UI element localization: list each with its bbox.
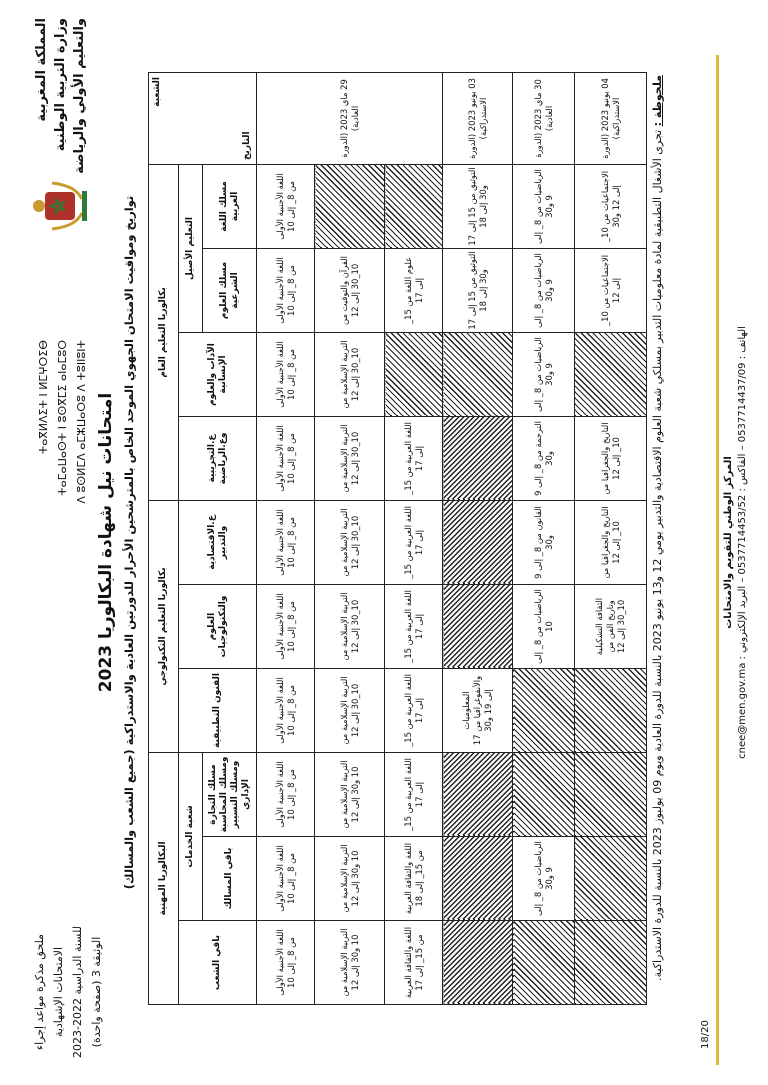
hatched-cell — [443, 584, 513, 668]
col-header: ع.الاقتصادية والتدبير — [179, 500, 257, 584]
col-header: باقي المسالك — [203, 836, 257, 920]
footer — [722, 0, 750, 1085]
page-title: امتحانات نيل شهادة البكالوريا 2023 — [96, 392, 116, 693]
hatched-cell — [443, 332, 513, 416]
annex-line: الوثيقة 3 (صفحة واحدة) — [90, 936, 103, 1048]
hatched-cell — [513, 752, 575, 836]
date-cell: 04 يونيو 2023 (الدورة الاستدراكية) — [575, 72, 647, 164]
group-pro: البكالوريا المهنية — [149, 752, 179, 1004]
hatched-cell — [443, 836, 513, 920]
exam-cell: اللغة العربية من 15_ إلى 17 — [385, 500, 443, 584]
exam-cell: التربية الإسلامية من 10 و30 إلى 12 — [315, 836, 385, 920]
exam-cell: اللغة الأجنبية الأولى من 8_ إلى 10 — [257, 836, 315, 920]
footer-org: المركز الوطني للتقويم والامتحانات — [723, 456, 734, 629]
hatched-cell — [575, 836, 647, 920]
group-general: بكالوريا التعليم العام — [149, 164, 179, 500]
exam-cell: التوثيق من 15 إلى 17 و30 إلى 18 — [443, 248, 513, 332]
exam-cell: اللغة الأجنبية الأولى من 8_ إلى 10 — [257, 584, 315, 668]
hatched-cell — [575, 920, 647, 1004]
exam-cell: التوثيق من 15 إلى 17 و30 إلى 18 — [443, 164, 513, 248]
exam-cell: التاريخ والجغرافيا من 10_ إلى 12 — [575, 500, 647, 584]
exam-cell: اللغة العربية من 15_ إلى 17 — [385, 752, 443, 836]
exam-cell: التربية الإسلامية من 10_30 إلى 12 — [315, 668, 385, 752]
annex-line: للسنة الدراسية 2022-2023 — [71, 926, 84, 1058]
date-cell: 03 يونيو 2023 (الدورة الاستدراكية) — [443, 72, 513, 164]
exam-cell: اللغة الأجنبية الأولى من 8_ إلى 10 — [257, 920, 315, 1004]
exam-cell: الترجمة من 8_ إلى 9 و30 — [513, 416, 575, 500]
table-row — [513, 72, 575, 1004]
hatched-cell — [315, 164, 385, 248]
exam-cell: الرياضيات من 8_ إلى 10 — [513, 584, 575, 668]
hatched-cell — [443, 500, 513, 584]
col-header: مسلك اللغة العربية — [203, 164, 257, 248]
hatched-cell — [575, 668, 647, 752]
exam-cell: الثقافة التشكيلية وتاريخ الفن من 10_30 إلى 12 — [575, 584, 647, 668]
note — [650, 75, 665, 1005]
hatched-cell — [513, 668, 575, 752]
exam-cell: الرياضيات من 8_ إلى 9 و30 — [513, 248, 575, 332]
col-header: مسلك التجارة ومسلك المحاسبة ومسلك التسيير الإداري — [203, 752, 257, 836]
hatched-cell — [513, 920, 575, 1004]
col-header: الآداب والعلوم الإنسانية — [179, 332, 257, 416]
exam-cell: التربية الإسلامية من 10_30 إلى 12 — [315, 500, 385, 584]
hatched-cell — [575, 332, 647, 416]
table-row — [575, 72, 647, 1004]
annex-line: ملحق مذكرة مواعد إجراء الامتحانات الإشهادية — [33, 933, 65, 1051]
header-line: والتعليم الأولي والرياضة — [72, 18, 87, 174]
group-tech: بكالوريا التعليم التكنولوجي — [149, 500, 179, 752]
exam-cell: اللغة الأجنبية الأولى من 8_ إلى 10 — [257, 164, 315, 248]
exam-cell: التربية الإسلامية من 10_30 إلى 12 — [315, 416, 385, 500]
date-header: التاريخ — [242, 131, 252, 160]
annex-reference — [30, 917, 106, 1067]
table-row — [257, 72, 315, 1004]
hatched-cell — [385, 332, 443, 416]
header-line: وزارة التربية الوطنية — [53, 18, 68, 152]
exam-cell: اللغة والثقافة العربية من 15_ إلى 18 — [385, 836, 443, 920]
hatched-cell — [443, 416, 513, 500]
exam-cell: الرياضيات من 8_ إلى 9 و30 — [513, 836, 575, 920]
exam-cell: القانون من 8_ إلى 9 و30 — [513, 500, 575, 584]
exam-cell: الرياضيات من 8_ إلى 9 و30 — [513, 164, 575, 248]
col-header: باقي الشعب — [179, 920, 257, 1004]
footer-divider — [716, 55, 719, 1065]
exam-cell: اللغة الأجنبية الأولى من 8_ إلى 10 — [257, 500, 315, 584]
exam-schedule-table — [148, 72, 647, 1005]
coat-of-arms-icon — [30, 177, 90, 235]
exam-cell: التاريخ والجغرافيا من 10_ إلى 12 — [575, 416, 647, 500]
corner-header-cell — [149, 72, 257, 164]
exam-cell: التربية الإسلامية من 10_30 إلى 12 — [315, 584, 385, 668]
page-number: 18/20 — [700, 1020, 711, 1049]
date-cell: 30 ماي 2023 (الدورة العادية) — [513, 72, 575, 164]
exam-cell: اللغة الأجنبية الأولى من 8_ إلى 10 — [257, 752, 315, 836]
exam-cell: اللغة العربية من 15_ إلى 17 — [385, 668, 443, 752]
note-text: تجرى الأشغال التطبيقية لمادة معلوميات التدبير بمسلكي شعبة العلوم الاقتصادية والتدبير يومي 12 و13 يونيو 2023 بالنسبة للدورة العادية ويوم 09 يوليوز 2023 بالنسبة للدورة الاستدراكية. — [651, 129, 664, 981]
date-cell: 29 ماي 2023 (الدورة العادية) — [257, 72, 443, 164]
header-line: ⵜⴰⴳⵍⴷⵉⵜ ⵏ ⵍⵎⵖⵔⵉⴱ — [37, 340, 50, 455]
col-header: الفنون التطبيقية — [179, 668, 257, 752]
exam-cell: التربية الإسلامية من 10 و30 إلى 12 — [315, 920, 385, 1004]
exam-cell: اللغة والثقافة العربية من 15_ إلى 17 — [385, 920, 443, 1004]
exam-cell: علوم اللغة من 15_ إلى 17 — [385, 248, 443, 332]
group-services: شعبة الخدمات — [179, 752, 203, 920]
group-original: التعليم الأصيل — [179, 164, 203, 332]
exam-cell: اللغة الأجنبية الأولى من 8_ إلى 10 — [257, 416, 315, 500]
exam-cell: الرياضيات من 8_ إلى 9 و30 — [513, 332, 575, 416]
col-header: مسلك العلوم الشرعية — [203, 248, 257, 332]
exam-cell: اللغة العربية من 15_ إلى 17 — [385, 416, 443, 500]
col-header: ع.التجريبية وع.الرياضية — [179, 416, 257, 500]
table-row — [443, 72, 513, 1004]
exam-cell: القرآن والتوقيت من 10_30 إلى 12 — [315, 248, 385, 332]
exam-cell: اللغة الأجنبية الأولى من 8_ إلى 10 — [257, 332, 315, 416]
exam-cell: التربية الإسلامية من 10 و30 إلى 12 — [315, 752, 385, 836]
table-row — [385, 72, 443, 1004]
header-line: المملكة المغربية — [34, 18, 49, 122]
hatched-cell — [575, 752, 647, 836]
note-label: ملحوظة : — [651, 75, 664, 127]
header-line: ⴷ ⵓⵙⵍⵎⴷ ⴰⵎⵣⵡⴰⵔⵓ ⴷ ⵜⵓⵏⵏⵓⵏⵜ — [75, 340, 88, 504]
hatched-cell — [385, 164, 443, 248]
exam-cell: اللغة العربية من 15_ إلى 17 — [385, 584, 443, 668]
page-subtitle: تواريخ ومواقيت الامتحان الجهوي الموحد الخاص بالمترشحين الأحرار للدورتين العادية والاستدراكية (جميع الشعب والمسالك) — [122, 195, 136, 890]
exam-cell: المعلوميات والأنفوغرافيا من 17 إلى 19 و30 — [443, 668, 513, 752]
col-header: العلوم والتكنولوجيات — [179, 584, 257, 668]
exam-cell: التربية الإسلامية من 10_30 إلى 12 — [315, 332, 385, 416]
footer-contact: الهاتف : 0537714437/09 – الفاكس : 0537714453/52 – البريد الإلكتروني : cnee@men.gov.ma — [737, 326, 748, 759]
exam-cell: الاجتماعيات من 10_ إلى 12 — [575, 248, 647, 332]
hatched-cell — [443, 752, 513, 836]
ministry-header-tifinagh — [34, 340, 91, 570]
exam-cell: الاجتماعيات من 10_ إلى 12 و30 — [575, 164, 647, 248]
exam-cell: اللغة الأجنبية الأولى من 8_ إلى 10 — [257, 668, 315, 752]
session-header: الشعبة — [152, 76, 162, 107]
hatched-cell — [443, 920, 513, 1004]
exam-cell: اللغة الأجنبية الأولى من 8_ إلى 10 — [257, 248, 315, 332]
header-line: ⵜⴰⵎⴰⵡⴰⵙⵜ ⵏ ⵓⵙⴳⵎⵉ ⴰⵏⴰⵎⵓⵔ — [56, 340, 69, 496]
table-row — [315, 72, 385, 1004]
